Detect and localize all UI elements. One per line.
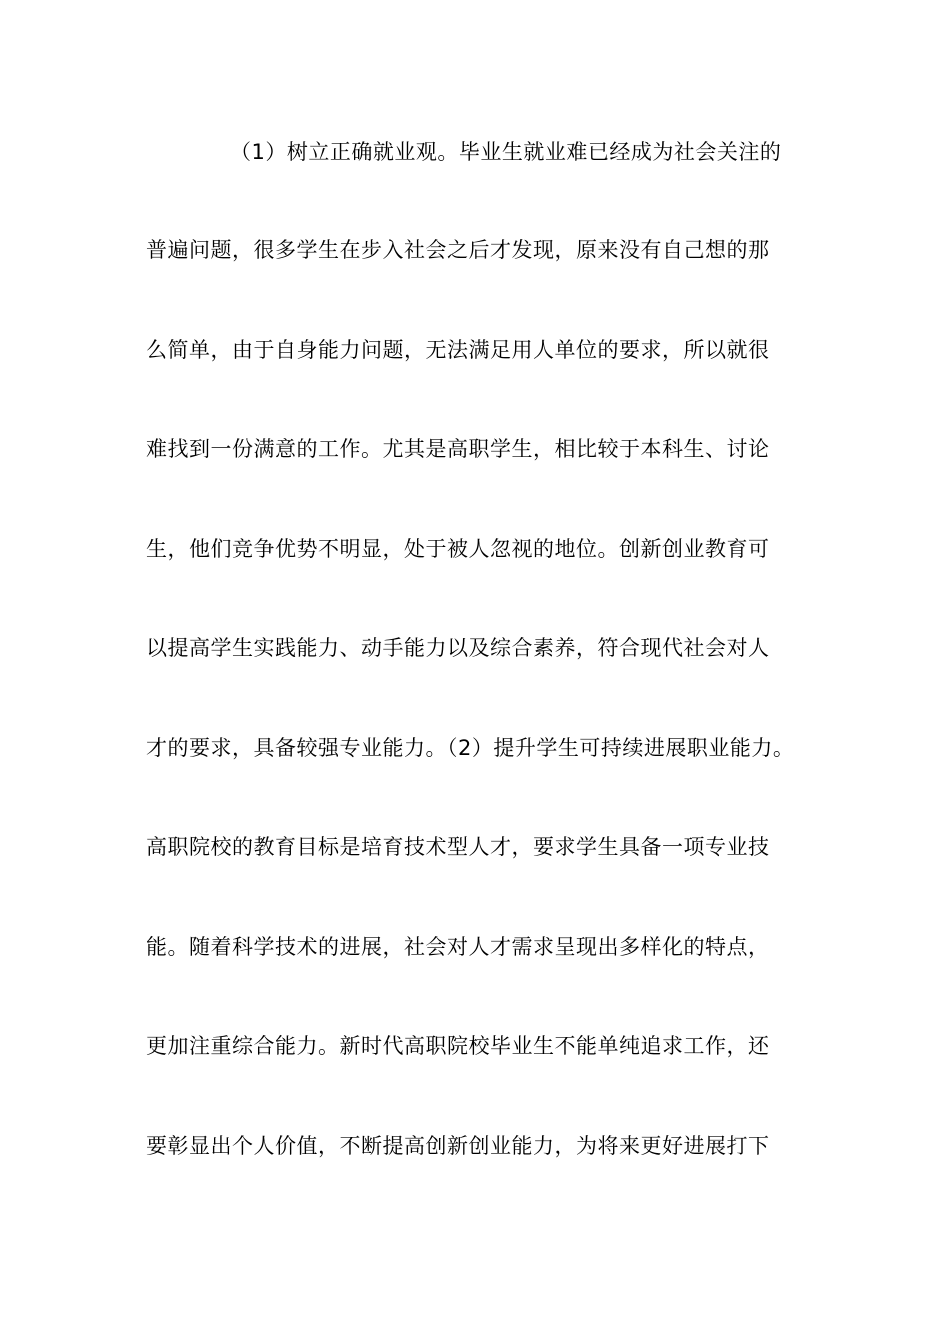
- paragraph-line-6: 以提高学生实践能力、动手能力以及综合素养，符合现代社会对人: [146, 636, 770, 660]
- paragraph-line-7: 才的要求，具备较强专业能力。（2）提升学生可持续进展职业能力。: [146, 736, 795, 760]
- paragraph-line-8: 高职院校的教育目标是培育技术型人才，要求学生具备一项专业技: [146, 835, 770, 859]
- paragraph-line-9: 能。随着科学技术的进展，社会对人才需求呈现出多样化的特点，: [146, 935, 770, 959]
- paragraph-line-2: 普遍问题，很多学生在步入社会之后才发现，原来没有自己想的那: [146, 238, 770, 262]
- paragraph-line-4: 难找到一份满意的工作。尤其是高职学生，相比较于本科生、讨论: [146, 437, 770, 461]
- paragraph-line-3: 么简单，由于自身能力问题，无法满足用人单位的要求，所以就很: [146, 338, 770, 362]
- paragraph-line-5: 生，他们竞争优势不明显，处于被人忽视的地位。创新创业教育可: [146, 537, 770, 561]
- paragraph-line-11: 要彰显出个人价值，不断提高创新创业能力，为将来更好进展打下: [146, 1134, 770, 1158]
- paragraph-line-10: 更加注重综合能力。新时代高职院校毕业生不能单纯追求工作，还: [146, 1034, 770, 1058]
- paragraph-line-1: （1）树立正确就业观。毕业生就业难已经成为社会关注的: [230, 140, 782, 164]
